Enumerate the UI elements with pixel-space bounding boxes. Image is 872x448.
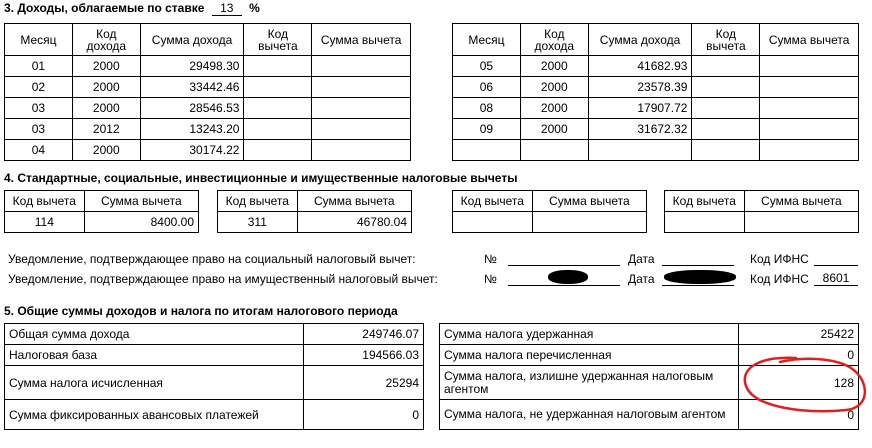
deduction-sum-cell: 46780.04 — [297, 212, 411, 233]
social-notice-number — [508, 251, 620, 266]
table-row — [5, 56, 411, 77]
month-cell: 09 — [453, 119, 521, 140]
month-cell: 02 — [5, 77, 73, 98]
deduction-code-cell — [692, 77, 760, 98]
property-notice-date-label: Дата — [628, 272, 655, 286]
col-header-deduction-sum: Сумма вычета — [532, 191, 646, 212]
income-code-cell: 2000 — [72, 98, 140, 119]
deduction-table-4 — [664, 190, 859, 233]
tax-base-value: 194566.03 — [304, 345, 424, 366]
income-table-right — [452, 23, 859, 161]
income-sum-cell: 28546.53 — [140, 98, 244, 119]
deduction-table-2 — [217, 190, 412, 233]
income-code-cell: 2000 — [72, 56, 140, 77]
deduction-sum-cell — [312, 140, 411, 161]
property-notice-ifns-label: Код ИФНС — [750, 272, 809, 286]
col-header-month: Месяц — [5, 24, 73, 56]
social-notice-date-label: Дата — [628, 252, 655, 266]
tax-not-withheld-value: 0 — [739, 400, 859, 430]
social-notice-date — [662, 251, 734, 266]
deduction-code-cell — [665, 212, 745, 233]
fixed-advance-value: 0 — [304, 400, 424, 430]
table-row — [453, 119, 859, 140]
income-sum-cell: 29498.30 — [140, 56, 244, 77]
property-notice-no-label: № — [484, 272, 497, 286]
tax-withheld-value: 25422 — [739, 324, 859, 345]
table-row — [453, 56, 859, 77]
fixed-advance-label: Сумма фиксированных авансовых платежей — [5, 400, 304, 430]
deduction-table-1 — [4, 190, 199, 233]
deduction-code-cell — [244, 140, 312, 161]
income-sum-cell: 33442.46 — [140, 77, 244, 98]
tax-base-label: Налоговая база — [5, 345, 304, 366]
social-notice-label: Уведомление, подтверждающее право на социальный налоговый вычет: — [8, 252, 416, 266]
deduction-sum-cell — [760, 119, 859, 140]
income-table-left — [4, 23, 411, 161]
income-code-cell: 2000 — [520, 119, 588, 140]
deduction-code-cell — [692, 140, 760, 161]
col-header-deduction-sum: Сумма вычета — [760, 24, 859, 56]
section3-title: 3. Доходы, облагаемые по ставке — [4, 1, 205, 15]
deduction-sum-cell — [312, 56, 411, 77]
tax-calculated-label: Сумма налога исчисленная — [5, 366, 304, 400]
tax-overwithheld-value: 128 — [739, 366, 859, 400]
month-cell: 03 — [5, 98, 73, 119]
month-cell: 01 — [5, 56, 73, 77]
total-income-label: Общая сумма дохода — [5, 324, 304, 345]
col-header-deduction-code: Код вычета — [453, 191, 533, 212]
col-header-deduction-code: Код вычета — [218, 191, 298, 212]
col-header-income-code: Код дохода — [520, 24, 588, 56]
deduction-code-cell — [692, 119, 760, 140]
col-header-deduction-sum: Сумма вычета — [744, 191, 858, 212]
social-notice-ifns — [814, 251, 858, 266]
deduction-sum-cell — [760, 77, 859, 98]
tax-rate: 13 — [212, 1, 242, 16]
deduction-sum-cell — [760, 98, 859, 119]
deduction-code-cell — [692, 98, 760, 119]
income-sum-cell: 31672.32 — [588, 119, 692, 140]
property-notice-label: Уведомление, подтверждающее право на имущественный налоговый вычет: — [8, 272, 438, 286]
month-cell: 04 — [5, 140, 73, 161]
income-sum-cell: 41682.93 — [588, 56, 692, 77]
table-row — [453, 140, 859, 161]
income-code-cell: 2000 — [520, 98, 588, 119]
month-cell: 06 — [453, 77, 521, 98]
deduction-code-cell — [692, 56, 760, 77]
table-row — [5, 77, 411, 98]
deduction-code-cell: 114 — [5, 212, 85, 233]
col-header-deduction-code: Код вычета — [692, 24, 760, 56]
income-sum-cell — [588, 140, 692, 161]
month-cell: 08 — [453, 98, 521, 119]
deduction-sum-cell — [312, 119, 411, 140]
table-row — [453, 98, 859, 119]
social-notice-no-label: № — [484, 252, 497, 266]
col-header-deduction-code: Код вычета — [665, 191, 745, 212]
deduction-code-cell — [244, 77, 312, 98]
table-row — [5, 119, 411, 140]
deduction-sum-cell — [760, 140, 859, 161]
month-cell — [453, 140, 521, 161]
redaction-mark — [664, 270, 736, 284]
income-sum-cell: 23578.39 — [588, 77, 692, 98]
deduction-sum-cell: 8400.00 — [84, 212, 198, 233]
deduction-table-3 — [452, 190, 647, 233]
deduction-code-cell — [244, 119, 312, 140]
table-row — [5, 98, 411, 119]
tax-transferred-label: Сумма налога перечисленная — [440, 345, 739, 366]
table-row — [453, 77, 859, 98]
month-cell: 05 — [453, 56, 521, 77]
tax-transferred-value: 0 — [739, 345, 859, 366]
totals-table-left — [4, 323, 424, 430]
col-header-deduction-sum: Сумма вычета — [297, 191, 411, 212]
month-cell: 03 — [5, 119, 73, 140]
red-circle-annotation — [736, 352, 872, 432]
col-header-deduction-sum: Сумма вычета — [312, 24, 411, 56]
deduction-code-cell: 311 — [218, 212, 298, 233]
col-header-income-sum: Сумма дохода — [140, 24, 244, 56]
deduction-sum-cell — [744, 212, 858, 233]
tax-withheld-label: Сумма налога удержанная — [440, 324, 739, 345]
income-code-cell: 2000 — [520, 56, 588, 77]
col-header-month: Месяц — [453, 24, 521, 56]
income-sum-cell: 13243.20 — [140, 119, 244, 140]
table-row — [5, 140, 411, 161]
deduction-sum-cell — [532, 212, 646, 233]
deduction-sum-cell — [312, 77, 411, 98]
deduction-sum-cell — [760, 56, 859, 77]
col-header-deduction-code: Код вычета — [244, 24, 312, 56]
deduction-code-cell — [453, 212, 533, 233]
col-header-income-sum: Сумма дохода — [588, 24, 692, 56]
section5-title: 5. Общие суммы доходов и налога по итогам налогового периода — [4, 304, 398, 318]
deduction-code-cell — [244, 56, 312, 77]
social-notice-ifns-label: Код ИФНС — [750, 252, 809, 266]
col-header-deduction-sum: Сумма вычета — [84, 191, 198, 212]
property-notice-ifns: 8601 — [814, 271, 858, 286]
tax-calculated-value: 25294 — [304, 366, 424, 400]
income-code-cell: 2000 — [520, 77, 588, 98]
income-code-cell — [520, 140, 588, 161]
section3-heading — [4, 1, 260, 16]
income-sum-cell: 17907.72 — [588, 98, 692, 119]
income-sum-cell: 30174.22 — [140, 140, 244, 161]
income-code-cell: 2000 — [72, 140, 140, 161]
col-header-income-code: Код дохода — [72, 24, 140, 56]
col-header-deduction-code: Код вычета — [5, 191, 85, 212]
section4-title: 4. Стандартные, социальные, инвестиционные и имущественные налоговые вычеты — [4, 171, 518, 185]
deduction-code-cell — [244, 98, 312, 119]
tax-overwithheld-label: Сумма налога, излишне удержанная налоговым агентом — [440, 366, 739, 400]
income-code-cell: 2000 — [72, 77, 140, 98]
total-income-value: 249746.07 — [304, 324, 424, 345]
income-code-cell: 2012 — [72, 119, 140, 140]
redaction-mark — [548, 270, 588, 284]
percent-sign: % — [249, 1, 260, 15]
tax-not-withheld-label: Сумма налога, не удержанная налоговым агентом — [440, 400, 739, 430]
deduction-sum-cell — [312, 98, 411, 119]
